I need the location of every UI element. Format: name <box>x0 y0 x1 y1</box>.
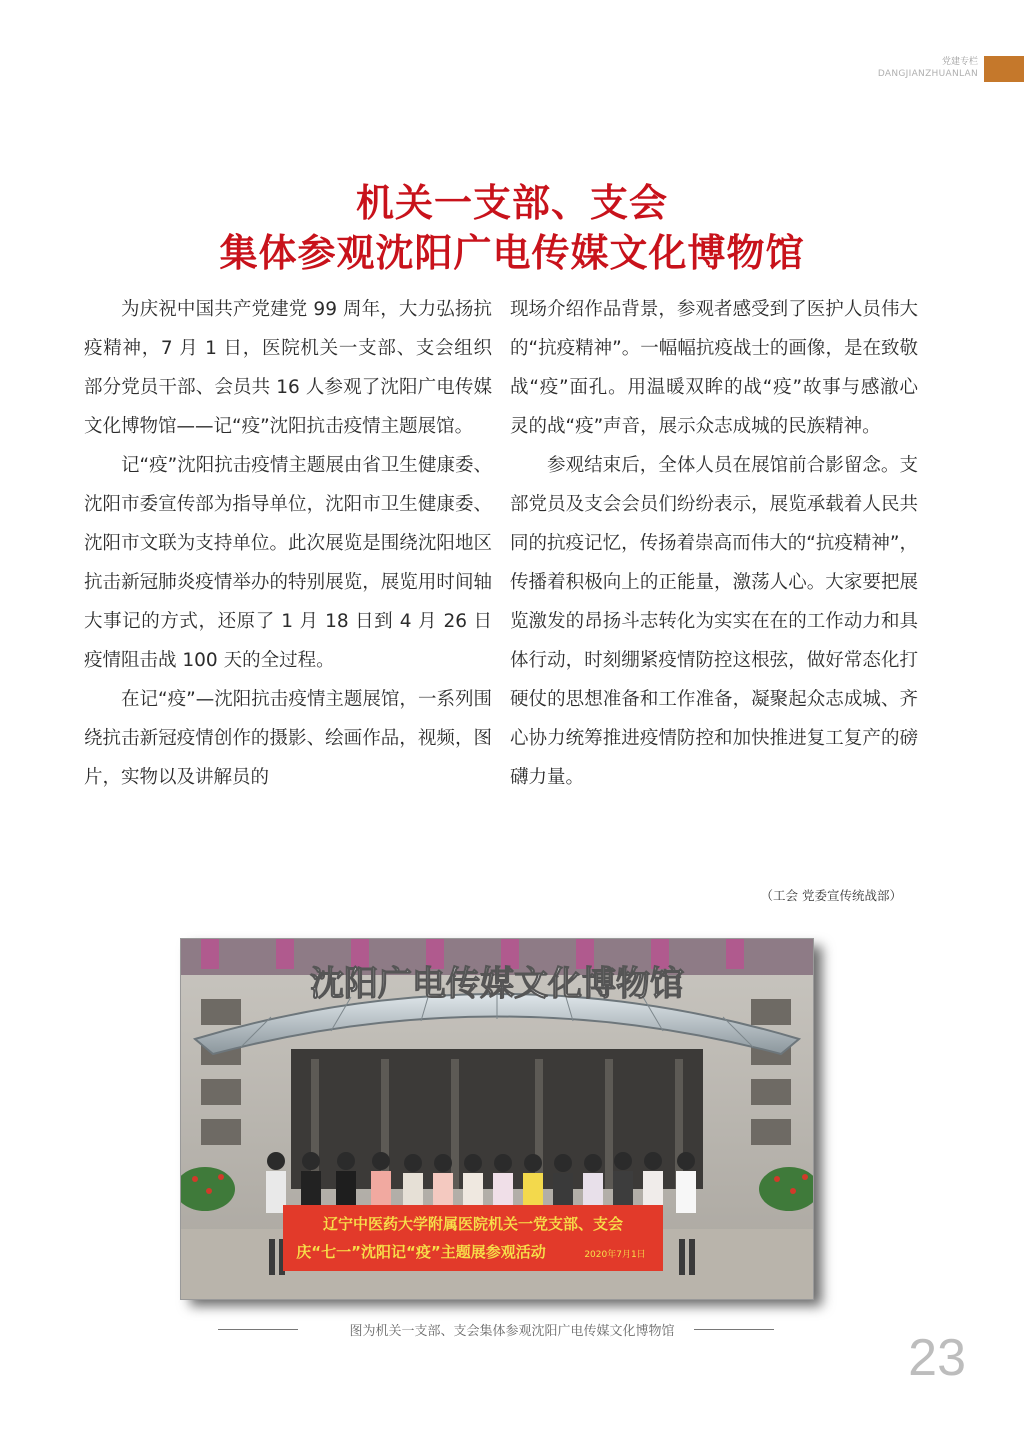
article-column-left <box>84 290 492 797</box>
article-title-line1: 机关一支部、支会 <box>355 180 668 225</box>
page-number: 23 <box>908 1329 966 1387</box>
column-name: 党建专栏 <box>941 57 978 67</box>
article-credit: （工会 党委宣传统战部） <box>760 888 902 903</box>
building-sign: 沈阳广电传媒文化博物馆 <box>310 964 684 1004</box>
paragraph: 参观结束后，全体人员在展馆前合影留念。支部党员及支会会员们纷纷表示，展览承载着人民共同的抗疫记忆，传扬着崇高而伟大的“抗疫精神”，传播着积极向上的正能量，激荡人心。大家要把展览激发的昂扬斗志转化为实实在在的工作动力和具体行动，时刻绷紧疫情防控这根弦，做好常态化打硬仗的思想准备和工作准备，凝聚起众志成城、齐心协力统筹推进疫情防控和加快推进复工复产的磅礴力量。 <box>510 455 918 788</box>
article-title-line2: 集体参观沈阳广电传媒文化博物馆 <box>219 230 805 275</box>
paragraph: 现场介绍作品背景，参观者感受到了医护人员伟大的“抗疫精神”。一幅幅抗疫战士的画像，是在致敬战“疫”面孔。用温暖双眸的战“疫”故事与感澈心灵的战“疫”声音，展示众志成城的民族精神。 <box>510 299 918 437</box>
column-accent-block <box>984 56 1024 82</box>
banner-line1: 辽宁中医药大学附属医院机关一党支部、支会 <box>322 1215 624 1233</box>
article-column-right <box>510 290 918 797</box>
column-header <box>724 52 1024 82</box>
caption-text: 图为机关一支部、支会集体参观沈阳广电传媒文化博物馆 <box>349 1324 675 1339</box>
banner-date: 2020年7月1日 <box>584 1250 646 1260</box>
paragraph: 在记“疫”—沈阳抗击疫情主题展馆，一系列围绕抗击新冠疫情创作的摄影、绘画作品，视频，图片，实物以及讲解员的 <box>84 689 492 788</box>
column-pinyin: DANGJIANZHUANLAN <box>877 69 978 79</box>
activity-banner <box>283 1205 663 1271</box>
banner-line2: 庆“七一”沈阳记“疫”主题展参观活动 <box>296 1243 546 1261</box>
photo-caption <box>0 1320 1024 1340</box>
caption-rule-right <box>694 1329 774 1330</box>
paragraph: 记“疫”沈阳抗击疫情主题展由省卫生健康委、沈阳市委宣传部为指导单位，沈阳市卫生健康委、沈阳市文联为支持单位。此次展览是围绕沈阳地区抗击新冠肺炎疫情举办的特别展览，展览用时间轴大事记的方式，还原了 1 月 18 日到 4 月 26 日疫情阻击战 100 天的全过程。 <box>84 455 492 671</box>
paragraph: 为庆祝中国共产党建党 99 周年，大力弘扬抗疫精神，7 月 1 日，医院机关一支部、支会组织部分党员干部、会员共 16 人参观了沈阳广电传媒文化博物馆——记“疫”沈阳抗击疫情主题展馆。 <box>84 299 492 437</box>
group-photo <box>180 938 814 1300</box>
photo-illustration <box>181 939 813 1299</box>
